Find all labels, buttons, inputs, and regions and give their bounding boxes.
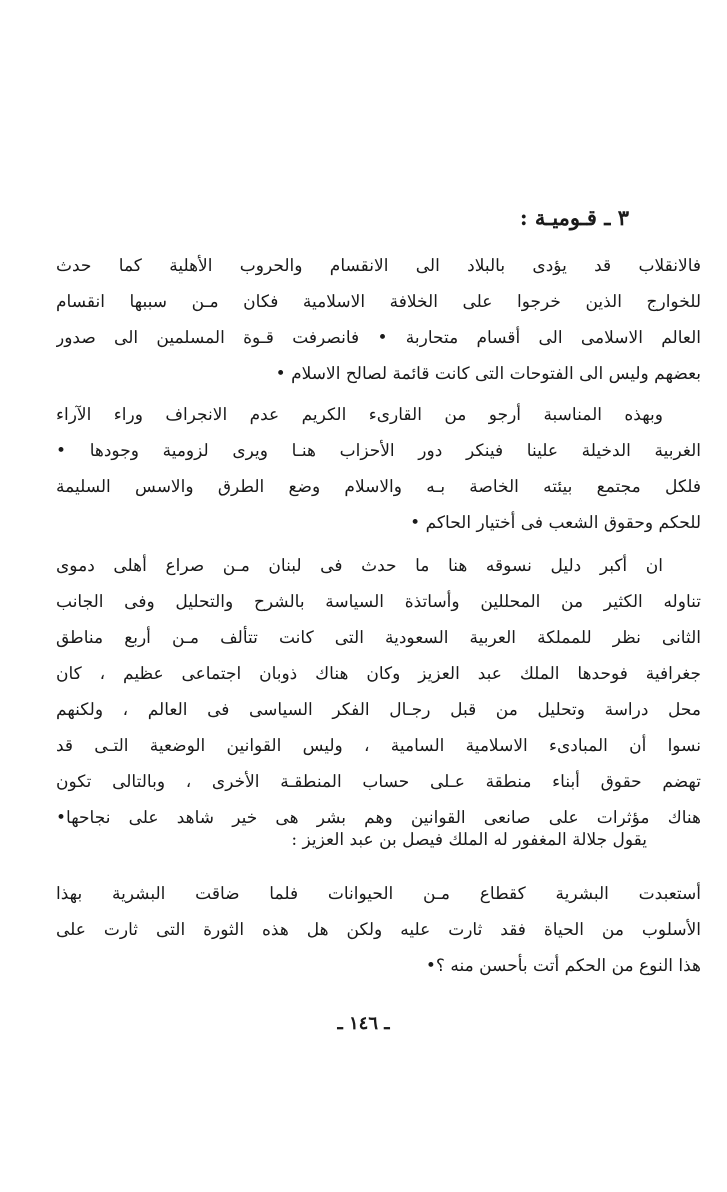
- paragraph-line: فلكل مجتمع بيئته الخاصة بـه والاسلام وضع الطرق والاسس السليمة: [56, 477, 701, 497]
- paragraph-2: [56, 397, 701, 541]
- quote-line: أستعبدت البشرية كقطاع مـن الحيوانات فلما ضاقت البشرية بهذا: [56, 884, 701, 904]
- paragraph-line: ان أكبر دليل نسوقه هنا ما حدث فى لبنان مـن صراع أهلى دموى: [56, 556, 663, 576]
- paragraph-line: محل دراسة وتحليل من قبل رجـال الفكر السياسى فى العالم ، ولكنهم: [56, 700, 701, 720]
- paragraph-line: فالانقلاب قد يؤدى بالبلاد الى الانقسام والحروب الأهلية كما حدث: [56, 256, 701, 276]
- paragraph-line: للحكم وحقوق الشعب فى أختيار الحاكم •: [410, 513, 701, 533]
- page-number: ـ ١٤٦ ـ: [337, 1013, 390, 1034]
- section-heading: ٣ ـ قـوميـة :: [519, 205, 629, 230]
- paragraph-line: الغربية الدخيلة علينا فينكر دور الأحزاب هنـا ويرى لزومية وجودها •: [56, 441, 701, 461]
- paragraph-line: تهضم حقوق أبناء منطقة عـلى حساب المنطقـة الأخرى ، وبالتالى تكون: [56, 772, 701, 792]
- quote-intro: يقول جلالة المغفور له الملك فيصل بن عبد العزيز :: [291, 830, 647, 850]
- paragraph-line: نسوا أن المبادىء الاسلامية السامية ، وليس القوانين الوضعية التـى قد: [56, 736, 701, 756]
- paragraph-line: الثانى نظر للمملكة العربية السعودية التى كانت تتألف مـن أربع مناطق: [56, 628, 701, 648]
- paragraph-line: جغرافية فوحدها الملك عبد العزيز وكان هناك ذوبان اجتماعى عظيم ، كان: [56, 664, 701, 684]
- paragraph-1: [56, 248, 701, 392]
- quote-line: هذا النوع من الحكم أتت بأحسن منه ؟•: [425, 956, 701, 976]
- quote-line: الأسلوب من الحياة فقد ثارت عليه ولكن هل هذه الثورة التى ثارت على: [56, 920, 701, 940]
- paragraph-line: العالم الاسلامى الى أقسام متحاربة • فانصرفت قـوة المسلمين الى صدور: [56, 328, 701, 348]
- paragraph-line: للخوارج الذين خرجوا على الخلافة الاسلامية فكان مـن سببها انقسام: [56, 292, 701, 312]
- paragraph-3: [56, 548, 701, 836]
- paragraph-line: هناك مؤثرات على صانعى القوانين وهم بشر هى خير شاهد على نجاحها•: [56, 808, 701, 828]
- paragraph-line: وبهذه المناسبة أرجو من القارىء الكريم عدم الانجراف وراء الآراء: [56, 405, 663, 425]
- quote-block: [56, 876, 701, 984]
- paragraph-line: بعضهم وليس الى الفتوحات التى كانت قائمة لصالح الاسلام •: [275, 364, 701, 384]
- paragraph-line: تناوله الكثير من المحللين وأساتذة السياسة بالشرح والتحليل وفى الجانب: [56, 592, 701, 612]
